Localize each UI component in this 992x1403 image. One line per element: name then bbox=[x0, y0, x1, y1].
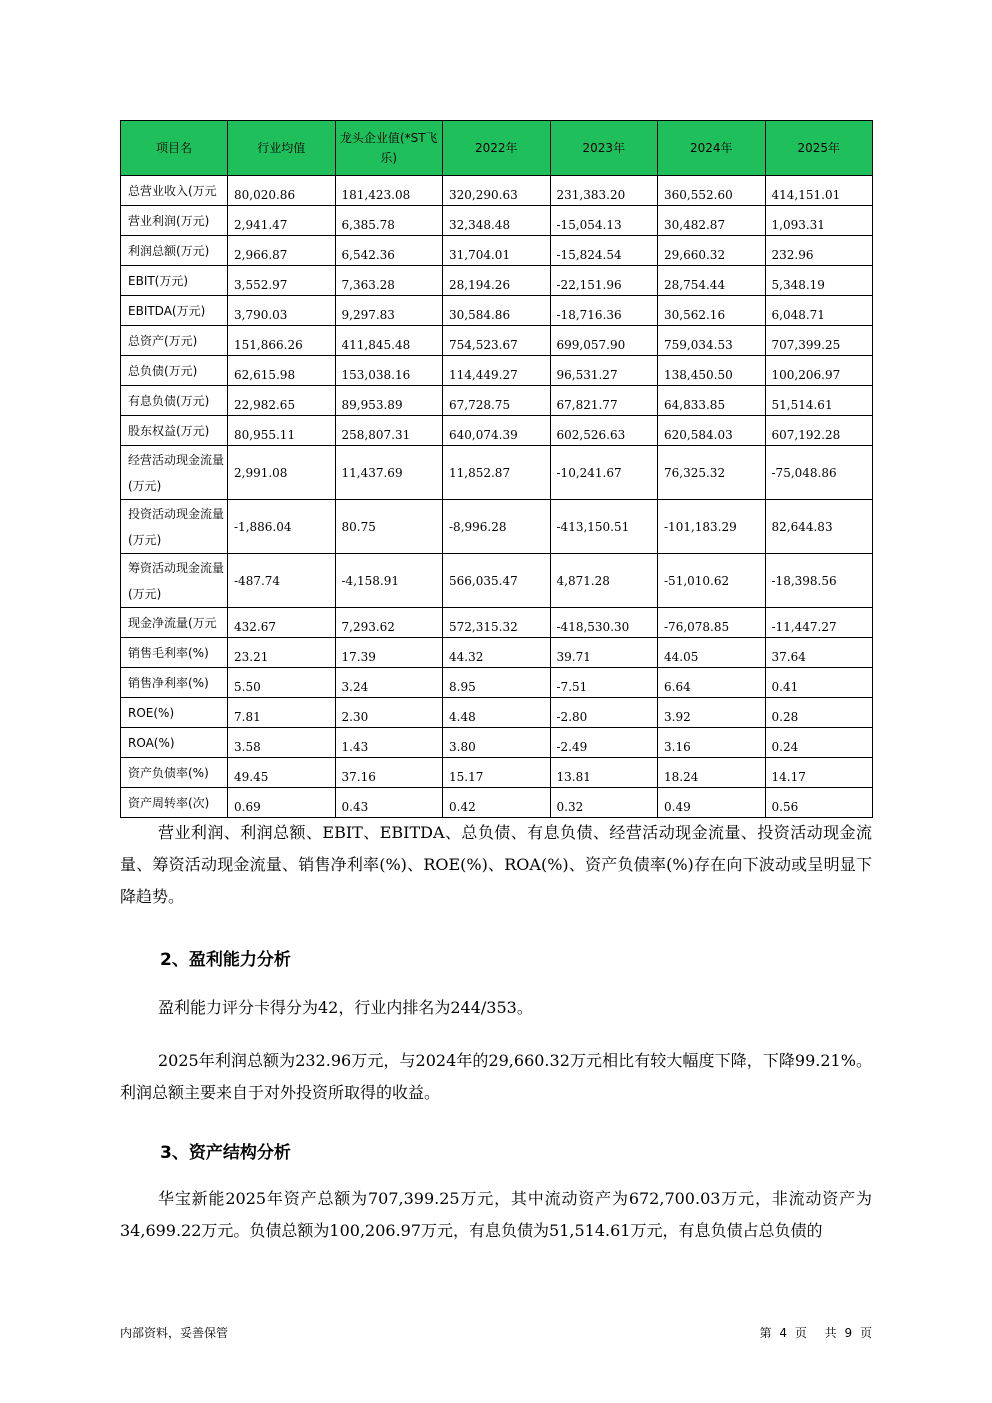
table-cell: 18.24 bbox=[658, 758, 766, 788]
profit-paragraph: 2025年利润总额为232.96万元，与2024年的29,660.32万元相比有较大幅度下降，下降99.21%。利润总额主要来自于对外投资所取得的收益。 bbox=[120, 1051, 872, 1102]
table-cell: -51,010.62 bbox=[658, 554, 766, 608]
table-cell: 699,057.90 bbox=[550, 326, 658, 356]
table-cell: 114,449.27 bbox=[443, 356, 551, 386]
table-cell: 37.16 bbox=[335, 758, 443, 788]
row-label: 总资产(万元) bbox=[121, 326, 228, 356]
table-cell: 6,385.78 bbox=[335, 206, 443, 236]
table-cell: 360,552.60 bbox=[658, 176, 766, 206]
table-row bbox=[121, 206, 873, 236]
table-cell: -15,824.54 bbox=[550, 236, 658, 266]
table-cell: 64,833.85 bbox=[658, 386, 766, 416]
table-row bbox=[121, 554, 873, 608]
table-cell: -487.74 bbox=[228, 554, 336, 608]
financial-table bbox=[120, 120, 873, 818]
table-cell: 22,982.65 bbox=[228, 386, 336, 416]
table-cell: -22,151.96 bbox=[550, 266, 658, 296]
table-cell: 640,074.39 bbox=[443, 416, 551, 446]
table-cell: -18,716.36 bbox=[550, 296, 658, 326]
table-cell: 6,542.36 bbox=[335, 236, 443, 266]
footer-page-total: 9 bbox=[844, 1326, 853, 1340]
table-cell: 138,450.50 bbox=[658, 356, 766, 386]
table-cell: -418,530.30 bbox=[550, 608, 658, 638]
table-cell: 67,821.77 bbox=[550, 386, 658, 416]
table-cell: 3.16 bbox=[658, 728, 766, 758]
table-cell: -1,886.04 bbox=[228, 500, 336, 554]
table-cell: 15.17 bbox=[443, 758, 551, 788]
row-label: 利润总额(万元) bbox=[121, 236, 228, 266]
table-cell: 89,953.89 bbox=[335, 386, 443, 416]
table-cell: -10,241.67 bbox=[550, 446, 658, 500]
table-cell: -4,158.91 bbox=[335, 554, 443, 608]
table-cell: 13.81 bbox=[550, 758, 658, 788]
table-cell: 3,552.97 bbox=[228, 266, 336, 296]
row-label: 投资活动现金流量(万元) bbox=[121, 500, 228, 554]
table-cell: 3,790.03 bbox=[228, 296, 336, 326]
table-cell: 23.21 bbox=[228, 638, 336, 668]
table-cell: 2,941.47 bbox=[228, 206, 336, 236]
row-label: 经营活动现金流量(万元) bbox=[121, 446, 228, 500]
table-cell: 96,531.27 bbox=[550, 356, 658, 386]
table-cell: 8.95 bbox=[443, 668, 551, 698]
table-cell: 3.58 bbox=[228, 728, 336, 758]
table-cell: 5,348.19 bbox=[765, 266, 873, 296]
table-cell: -76,078.85 bbox=[658, 608, 766, 638]
table-cell: 6,048.71 bbox=[765, 296, 873, 326]
table-row bbox=[121, 608, 873, 638]
footer-page-current: 4 bbox=[779, 1326, 787, 1340]
row-label: 筹资活动现金流量(万元) bbox=[121, 554, 228, 608]
table-cell: 1.43 bbox=[335, 728, 443, 758]
table-cell: 14.17 bbox=[765, 758, 873, 788]
table-cell: 432.67 bbox=[228, 608, 336, 638]
row-label: 股东权益(万元) bbox=[121, 416, 228, 446]
asset-structure-paragraph: 华宝新能2025年资产总额为707,399.25万元，其中流动资产为672,700.03万元，非流动资产为34,699.22万元。负债总额为100,206.97万元，有息负债为51,514.61万元，有息负债占总负债的 bbox=[120, 1189, 872, 1240]
table-cell: 0.41 bbox=[765, 668, 873, 698]
footer-total-label: 共 bbox=[824, 1326, 837, 1340]
table-cell: 0.69 bbox=[228, 788, 336, 818]
table-row bbox=[121, 266, 873, 296]
table-cell: 31,704.01 bbox=[443, 236, 551, 266]
header-year-2025: 2025年 bbox=[765, 121, 873, 176]
table-cell: -2.80 bbox=[550, 698, 658, 728]
table-cell: 320,290.63 bbox=[443, 176, 551, 206]
table-row bbox=[121, 728, 873, 758]
table-cell: 0.56 bbox=[765, 788, 873, 818]
table-cell: 80.75 bbox=[335, 500, 443, 554]
header-year-2023: 2023年 bbox=[550, 121, 658, 176]
table-row bbox=[121, 698, 873, 728]
table-cell: 602,526.63 bbox=[550, 416, 658, 446]
table-cell: 6.64 bbox=[658, 668, 766, 698]
table-row bbox=[121, 788, 873, 818]
table-cell: -2.49 bbox=[550, 728, 658, 758]
table-cell: 49.45 bbox=[228, 758, 336, 788]
table-cell: 100,206.97 bbox=[765, 356, 873, 386]
footer-total-unit: 页 bbox=[859, 1326, 872, 1340]
table-cell: 0.28 bbox=[765, 698, 873, 728]
table-cell: 759,034.53 bbox=[658, 326, 766, 356]
table-cell: -101,183.29 bbox=[658, 500, 766, 554]
table-cell: -18,398.56 bbox=[765, 554, 873, 608]
table-cell: 28,754.44 bbox=[658, 266, 766, 296]
table-cell: 0.42 bbox=[443, 788, 551, 818]
table-cell: 11,852.87 bbox=[443, 446, 551, 500]
table-cell: 2,966.87 bbox=[228, 236, 336, 266]
table-cell: 80,955.11 bbox=[228, 416, 336, 446]
table-cell: 67,728.75 bbox=[443, 386, 551, 416]
table-row bbox=[121, 446, 873, 500]
table-cell: 51,514.61 bbox=[765, 386, 873, 416]
table-cell: 3.24 bbox=[335, 668, 443, 698]
header-leader-value: 龙头企业值(*ST飞乐) bbox=[335, 121, 443, 176]
table-cell: 37.64 bbox=[765, 638, 873, 668]
table-cell: 44.05 bbox=[658, 638, 766, 668]
footer-confidential-note: 内部资料，妥善保管 bbox=[120, 1326, 229, 1340]
row-label: 资产周转率(次) bbox=[121, 788, 228, 818]
row-label: EBITDA(万元) bbox=[121, 296, 228, 326]
table-cell: 44.32 bbox=[443, 638, 551, 668]
table-cell: 2,991.08 bbox=[228, 446, 336, 500]
table-cell: 258,807.31 bbox=[335, 416, 443, 446]
table-cell: 0.43 bbox=[335, 788, 443, 818]
row-label: EBIT(万元) bbox=[121, 266, 228, 296]
table-cell: -15,054.13 bbox=[550, 206, 658, 236]
table-cell: -413,150.51 bbox=[550, 500, 658, 554]
table-cell: 181,423.08 bbox=[335, 176, 443, 206]
table-cell: 566,035.47 bbox=[443, 554, 551, 608]
header-year-2022: 2022年 bbox=[443, 121, 551, 176]
table-cell: -7.51 bbox=[550, 668, 658, 698]
table-cell: 30,562.16 bbox=[658, 296, 766, 326]
row-label: 有息负债(万元) bbox=[121, 386, 228, 416]
table-cell: 754,523.67 bbox=[443, 326, 551, 356]
table-cell: 28,194.26 bbox=[443, 266, 551, 296]
table-cell: 2.30 bbox=[335, 698, 443, 728]
section-heading-asset-structure: 3、资产结构分析 bbox=[160, 1143, 291, 1163]
row-label: ROE(%) bbox=[121, 698, 228, 728]
row-label: 营业利润(万元) bbox=[121, 206, 228, 236]
table-cell: -11,447.27 bbox=[765, 608, 873, 638]
table-cell: 232.96 bbox=[765, 236, 873, 266]
footer-page-label: 第 bbox=[759, 1326, 772, 1340]
table-cell: 0.24 bbox=[765, 728, 873, 758]
table-row bbox=[121, 668, 873, 698]
table-cell: 32,348.48 bbox=[443, 206, 551, 236]
table-cell: 30,584.86 bbox=[443, 296, 551, 326]
table-cell: -75,048.86 bbox=[765, 446, 873, 500]
row-label: 销售净利率(%) bbox=[121, 668, 228, 698]
table-row bbox=[121, 176, 873, 206]
header-industry-avg: 行业均值 bbox=[228, 121, 336, 176]
profitability-score-line: 盈利能力评分卡得分为42，行业内排名为244/353。 bbox=[158, 998, 533, 1017]
row-label: 销售毛利率(%) bbox=[121, 638, 228, 668]
table-cell: 411,845.48 bbox=[335, 326, 443, 356]
table-cell: 5.50 bbox=[228, 668, 336, 698]
table-cell: 607,192.28 bbox=[765, 416, 873, 446]
table-cell: 9,297.83 bbox=[335, 296, 443, 326]
table-row bbox=[121, 296, 873, 326]
table-header-row bbox=[121, 121, 873, 176]
table-cell: 30,482.87 bbox=[658, 206, 766, 236]
table-cell: 17.39 bbox=[335, 638, 443, 668]
table-cell: 153,038.16 bbox=[335, 356, 443, 386]
table-row bbox=[121, 500, 873, 554]
table-cell: 4.48 bbox=[443, 698, 551, 728]
row-label: 总负债(万元) bbox=[121, 356, 228, 386]
table-cell: 4,871.28 bbox=[550, 554, 658, 608]
header-item-name: 项目名 bbox=[121, 121, 228, 176]
table-cell: 707,399.25 bbox=[765, 326, 873, 356]
table-row bbox=[121, 356, 873, 386]
header-year-2024: 2024年 bbox=[658, 121, 766, 176]
table-cell: 151,866.26 bbox=[228, 326, 336, 356]
table-cell: 3.80 bbox=[443, 728, 551, 758]
table-cell: 39.71 bbox=[550, 638, 658, 668]
table-cell: -8,996.28 bbox=[443, 500, 551, 554]
row-label: 总营业收入(万元 bbox=[121, 176, 228, 206]
table-cell: 231,383.20 bbox=[550, 176, 658, 206]
footer-page-unit: 页 bbox=[794, 1326, 807, 1340]
table-body bbox=[121, 176, 873, 818]
table-cell: 7.81 bbox=[228, 698, 336, 728]
table-row bbox=[121, 326, 873, 356]
table-row bbox=[121, 638, 873, 668]
table-cell: 414,151.01 bbox=[765, 176, 873, 206]
table-cell: 1,093.31 bbox=[765, 206, 873, 236]
row-label: 资产负债率(%) bbox=[121, 758, 228, 788]
section-heading-profitability: 2、盈利能力分析 bbox=[160, 950, 291, 970]
table-cell: 29,660.32 bbox=[658, 236, 766, 266]
table-row bbox=[121, 236, 873, 266]
table-row bbox=[121, 758, 873, 788]
row-label: 现金净流量(万元 bbox=[121, 608, 228, 638]
table-cell: 62,615.98 bbox=[228, 356, 336, 386]
table-row bbox=[121, 386, 873, 416]
table-cell: 7,363.28 bbox=[335, 266, 443, 296]
row-label: ROA(%) bbox=[121, 728, 228, 758]
table-cell: 0.32 bbox=[550, 788, 658, 818]
summary-paragraph: 营业利润、利润总额、EBIT、EBITDA、总负债、有息负债、经营活动现金流量、投资活动现金流量、筹资活动现金流量、销售净利率(%)、ROE(%)、ROA(%)、资产负债率(%)存在向下波动或呈明显下降趋势。 bbox=[120, 823, 872, 906]
table-cell: 3.92 bbox=[658, 698, 766, 728]
table-cell: 572,315.32 bbox=[443, 608, 551, 638]
footer-page-number bbox=[756, 1324, 872, 1341]
table-cell: 0.49 bbox=[658, 788, 766, 818]
table-cell: 7,293.62 bbox=[335, 608, 443, 638]
table-cell: 11,437.69 bbox=[335, 446, 443, 500]
table-cell: 80,020.86 bbox=[228, 176, 336, 206]
table-row bbox=[121, 416, 873, 446]
table-cell: 76,325.32 bbox=[658, 446, 766, 500]
table-cell: 620,584.03 bbox=[658, 416, 766, 446]
table-cell: 82,644.83 bbox=[765, 500, 873, 554]
